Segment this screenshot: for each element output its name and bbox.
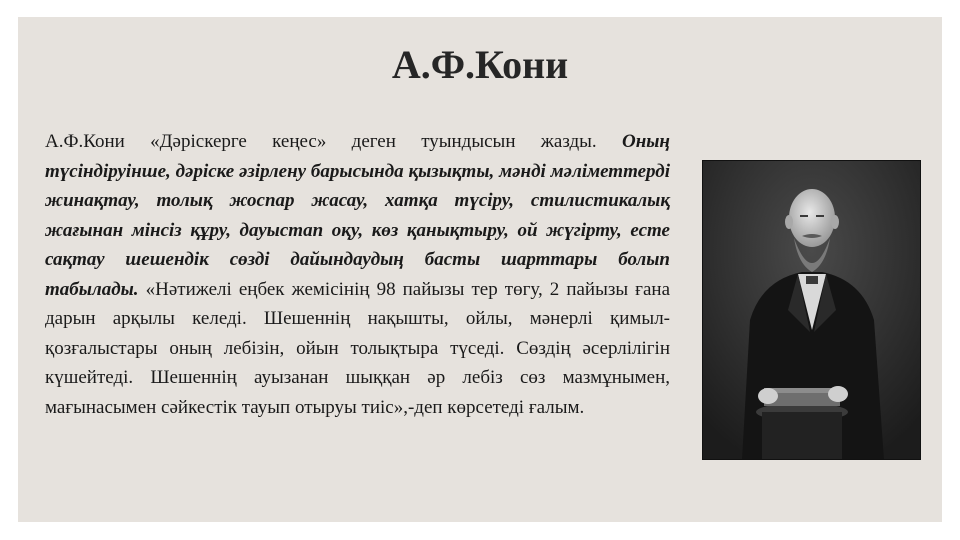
body-paragraph	[45, 127, 670, 422]
slide-title: А.Ф.Кони	[391, 42, 569, 87]
paragraph-emphasis: Оның түсіндіруінше, дәріске әзірлену барысында қызықты, мәнді мәліметтерді жинақтау, толық жоспар жасау, хатқа түсіру, стилистикалық жағынан мінсіз құру, дауыстап оқу, көз қанықтыру, ой жүгірту, есте сақтау шешендік сөзді дайындаудың басты шарттары болып табылады.	[45, 131, 670, 300]
slide	[18, 17, 942, 522]
paragraph-intro: А.Ф.Кони «Дәріскерге кеңес» деген туындысын жазды.	[45, 131, 622, 152]
portrait-photo-icon	[702, 160, 921, 460]
paragraph-quote: «Нәтижелі еңбек жемісінің 98 пайызы тер төгу, 2 пайызы ғана дарын арқылы келеді. Шешеннің нақышты, ойлы, мәнерлі қимыл-қозғалыстары оның лебізін, ойын толықтыра түседі. Сөздің әсерлілігін күшейтеді. Шешеннің ауызанан шыққан әр лебіз сөз мазмұнымен, мағынасымен сәйкестік тауып отыруы тиіс»,-деп көрсетеді ғалым.	[45, 278, 670, 418]
